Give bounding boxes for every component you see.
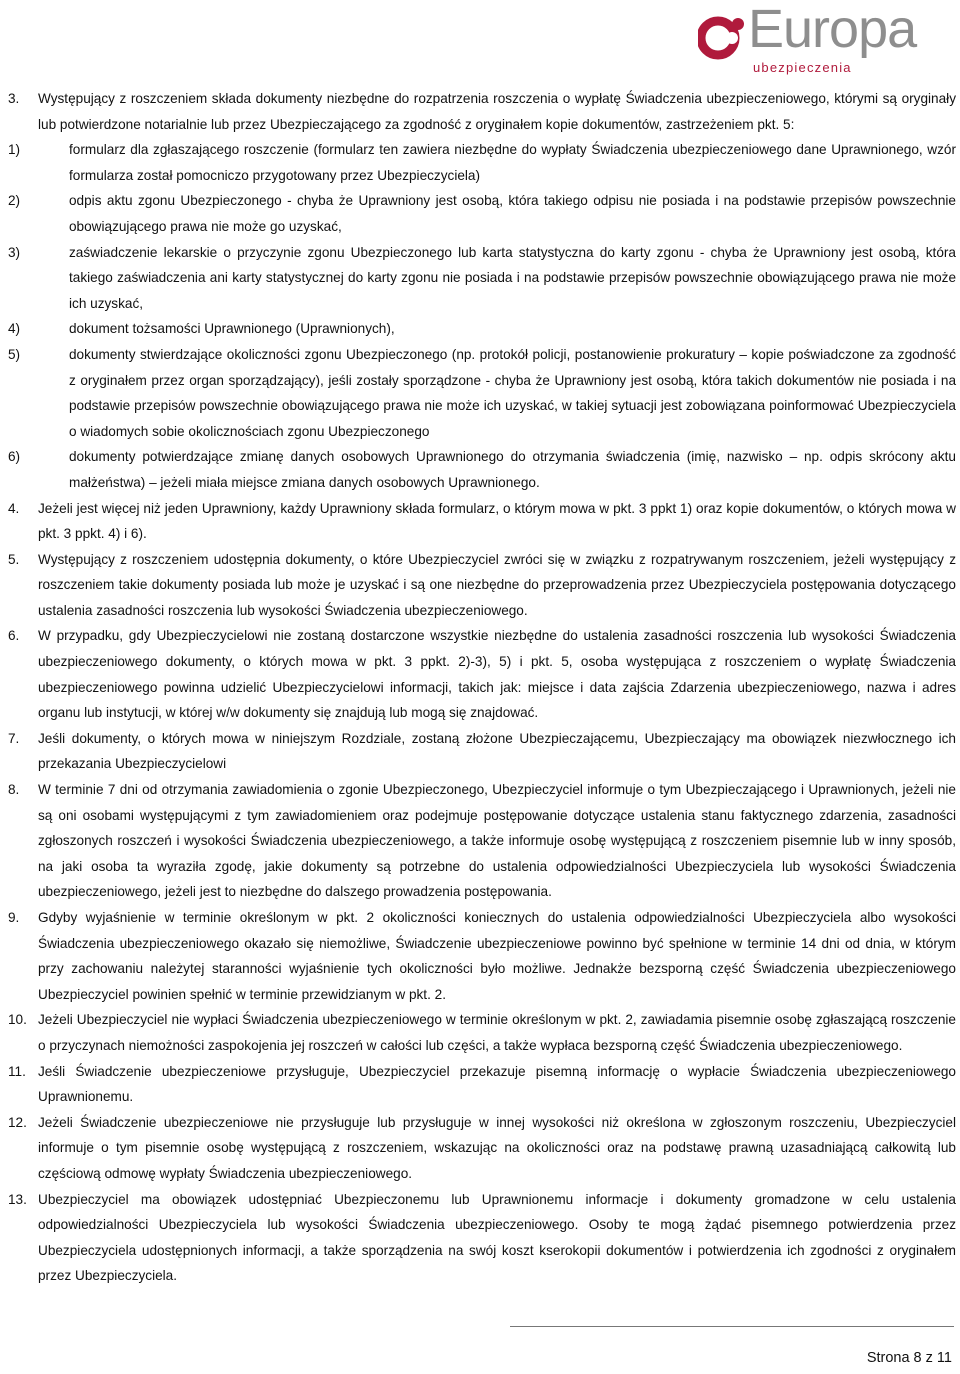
- item-number: 11.: [8, 1063, 26, 1079]
- item-text: Występujący z roszczeniem składa dokumenty niezbędne do rozpatrzenia roszczenia o wypłatę Świadczenia ubezpieczeniowego, którymi są oryginały lub potwierdzone notarialnie lub przez Ubezpieczającego za zgodność z oryginałem kopie dokumentów, zastrzeżeniem pkt. 5:: [38, 91, 956, 132]
- item-number: 5.: [8, 551, 20, 567]
- list-item: [8, 726, 956, 777]
- list-item: [8, 1110, 956, 1187]
- item-number: 3.: [8, 91, 20, 106]
- sub-item-number: 5): [8, 346, 21, 362]
- sub-item-number: 6): [8, 449, 21, 465]
- sub-item-text: dokument tożsamości Uprawnionego (Uprawnionych),: [69, 321, 395, 337]
- list-item: [8, 623, 956, 725]
- list-item: [8, 1007, 956, 1058]
- sub-item-text: zaświadczenie lekarskie o przyczynie zgonu Ubezpieczonego lub karta statystyczna do karty zgonu - chyba że Uprawniony jest osobą, która takiego zaświadczenia ani karty statystycznej do karty zgonu nie posiada i na podstawie przepisów powszechnie obowiązującego prawa nie może ich uzyskać,: [69, 244, 956, 311]
- item-number: 10.: [8, 1012, 27, 1028]
- sub-item-text: odpis aktu zgonu Ubezpieczonego - chyba że Uprawniony jest osobą, która takiego odpisu nie posiada i na podstawie przepisów powszechnie obowiązującego prawa nie może go uzyskać,: [69, 193, 956, 234]
- sub-item-number: 1): [8, 142, 21, 158]
- europa-swirl-icon: [698, 14, 750, 62]
- item-text: Ubezpieczyciel ma obowiązek udostępniać Ubezpieczonemu lub Uprawnionemu informacje i dokumenty gromadzone w celu ustalenia odpowiedzialności Ubezpieczyciela lub wysokości Świadczenia ubezpieczeniowego. Osoby te mogą żądać pisemnego potwierdzenia przez Ubezpieczyciela udostępnionych informacji, a także sporządzenia na swój koszt kserokopii dokumentów i potwierdzenia ich zgodności z oryginałem przez Ubezpieczyciela.: [38, 1191, 956, 1284]
- document-body: [8, 86, 956, 1289]
- sub-item-text: dokumenty stwierdzające okoliczności zgonu Ubezpieczonego (np. protokół policji, postanowienie prokuratury – kopie poświadczone za zgodność z oryginałem przez organ sporządzający), jeśli zostały sporządzone - chyba że Uprawniony jest osobą, która takich dokumentów nie posiada i na podstawie przepisów powszechnie obowiązującego prawa nie może ich uzyskać, w takiej sytuacji jest zobowiązana poinformować Ubezpieczyciela o wiadomych sobie okolicznościach zgonu Ubezpieczonego: [69, 346, 956, 439]
- item-text: Jeżeli jest więcej niż jeden Uprawniony, każdy Uprawniony składa formularz, o którym mowa w pkt. 3 ppkt 1) oraz kopie dokumentów, o których mowa w pkt. 3 ppkt. 4) i 6).: [38, 500, 956, 542]
- list-item: [8, 777, 956, 905]
- logo-subtitle: ubezpieczenia: [753, 60, 852, 75]
- sub-list-item: [8, 342, 956, 444]
- item-text: Jeżeli Świadczenie ubezpieczeniowe nie przysługuje lub przysługuje w innej wysokości niż określona w zgłoszonym roszczeniu, Ubezpieczyciel informuje o tym pisemnie osobę występującą z roszczeniem, wskazując na okoliczności oraz na podstawę prawną uzasadniającą całkowitą lub częściową odmowę wypłaty Świadczenia ubezpieczeniowego.: [38, 1114, 956, 1181]
- sub-list: [8, 137, 956, 495]
- sub-list-item: [8, 188, 956, 239]
- item-text: Gdyby wyjaśnienie w terminie określonym w pkt. 2 okoliczności koniecznych do ustalenia odpowiedzialności Ubezpieczyciela albo wysokości Świadczenia ubezpieczeniowego okazało się niemożliwe, Świadczenie ubezpieczeniowe powinno być spełnione w terminie 14 dni od dnia, w którym przy zachowaniu należytej staranności wyjaśnienie tych okoliczności było możliwe. Jednakże bezsporną część Świadczenia ubezpieczeniowego Ubezpieczyciel powinien spełnić w terminie przewidzianym w pkt. 2.: [38, 910, 956, 1002]
- item-text: Jeżeli Ubezpieczyciel nie wypłaci Świadczenia ubezpieczeniowego w terminie określonym w pkt. 2, zawiadamia pisemnie osobę zgłaszającą roszczenie o przyczynach niemożności zaspokojenia jej roszczeń w całości lub części, a także wypłaca bezsporną część Świadczenia ubezpieczeniowego.: [38, 1012, 956, 1053]
- item-text: Występujący z roszczeniem udostępnia dokumenty, o które Ubezpieczyciel zwróci się w związku z rozpatrywanym roszczeniem, jeżeli występujący z roszczeniem takie dokumenty posiada lub może je uzyskać i są one niezbędne do przeprowadzenia przez Ubezpieczyciela postępowania dotyczącego ustalenia zasadności roszczenia lub wysokości Świadczenia ubezpieczeniowego.: [38, 551, 956, 618]
- item-number: 13.: [8, 1191, 27, 1207]
- item-number: 6.: [8, 628, 20, 644]
- list-item: [8, 496, 956, 547]
- sub-list-item: [8, 444, 956, 495]
- sub-item-text: formularz dla zgłaszającego roszczenie (formularz ten zawiera niezbędne do wypłaty Świadczenia ubezpieczeniowego dane Uprawnionego, wzór formularza został pomocniczo przygotowany przez Ubezpieczyciela): [69, 142, 956, 183]
- sub-list-item: [8, 137, 956, 188]
- list-item: [8, 905, 956, 1007]
- item-number: 4.: [8, 500, 20, 516]
- item-number: 7.: [8, 730, 20, 746]
- item-text: Jeśli Świadczenie ubezpieczeniowe przysługuje, Ubezpieczyciel przekazuje pisemną informację o wypłacie Świadczenia ubezpieczeniowego Uprawnionemu.: [38, 1063, 956, 1105]
- europa-logo: [698, 0, 948, 76]
- list-item: [8, 547, 956, 624]
- sub-item-number: 4): [8, 321, 21, 337]
- sub-item-number: 3): [8, 244, 21, 260]
- logo-wordmark: Europa: [748, 0, 917, 59]
- list-item: [8, 86, 956, 496]
- list-item: [8, 1187, 956, 1289]
- page-number: Strona 8 z 11: [866, 1350, 952, 1366]
- item-number: 9.: [8, 910, 20, 925]
- sub-item-text: dokumenty potwierdzające zmianę danych osobowych Uprawnionego do otrzymania świadczenia (imię, nazwisko – np. odpis skrócony aktu małżeństwa) – jeżeli miała miejsce zmiana danych osobowych Uprawnionego.: [69, 449, 956, 490]
- footer-divider: [510, 1326, 954, 1327]
- item-text: W przypadku, gdy Ubezpieczycielowi nie zostaną dostarczone wszystkie niezbędne do ustalenia zasadności roszczenia lub wysokości Świadczenia ubezpieczeniowego dokumenty, o których mowa w pkt. 3 ppkt. 2)-3), 5) i pkt. 5, osoba występująca z roszczeniem o wypłatę Świadczenia ubezpieczeniowego powinna udzielić Ubezpieczycielowi informacji, takich jak: miejsce i data zajścia Zdarzenia ubezpieczeniowego, nazwa i adres organu lub instytucji, w której w/w dokumenty się znajdują lub mogą się znajdować.: [38, 628, 956, 721]
- item-text: W terminie 7 dni od otrzymania zawiadomienia o zgonie Ubezpieczonego, Ubezpieczyciel informuje o tym Ubezpieczającego i Uprawnionych, jeżeli nie są oni osobami występującymi z tym zawiadomieniem oraz podejmuje postępowanie dotyczące ustalenia stanu faktycznego zdarzenia, zasadności zgłoszonych roszczeń i wysokości Świadczenia ubezpieczeniowego, a także informuje osobę występującą z roszczeniem pisemnie lub w inny sposób, na jaki osoba ta wyraziła zgodę, jakie dokumenty są potrzebne do ustalenia odpowiedzialności Ubezpieczyciela lub wysokości Świadczenia ubezpieczeniowego, jeżeli jest to niezbędne do dalszego prowadzenia postępowania.: [38, 782, 956, 900]
- item-number: 12.: [8, 1114, 27, 1130]
- item-text: Jeśli dokumenty, o których mowa w niniejszym Rozdziale, zostaną złożone Ubezpieczającemu, Ubezpieczający ma obowiązek niezwłocznego ich przekazania Ubezpieczycielowi: [38, 730, 956, 772]
- sub-list-item: [8, 240, 956, 317]
- sub-list-item: [8, 316, 956, 342]
- item-number: 8.: [8, 782, 20, 798]
- sub-item-number: 2): [8, 193, 21, 209]
- list-item: [8, 1059, 956, 1110]
